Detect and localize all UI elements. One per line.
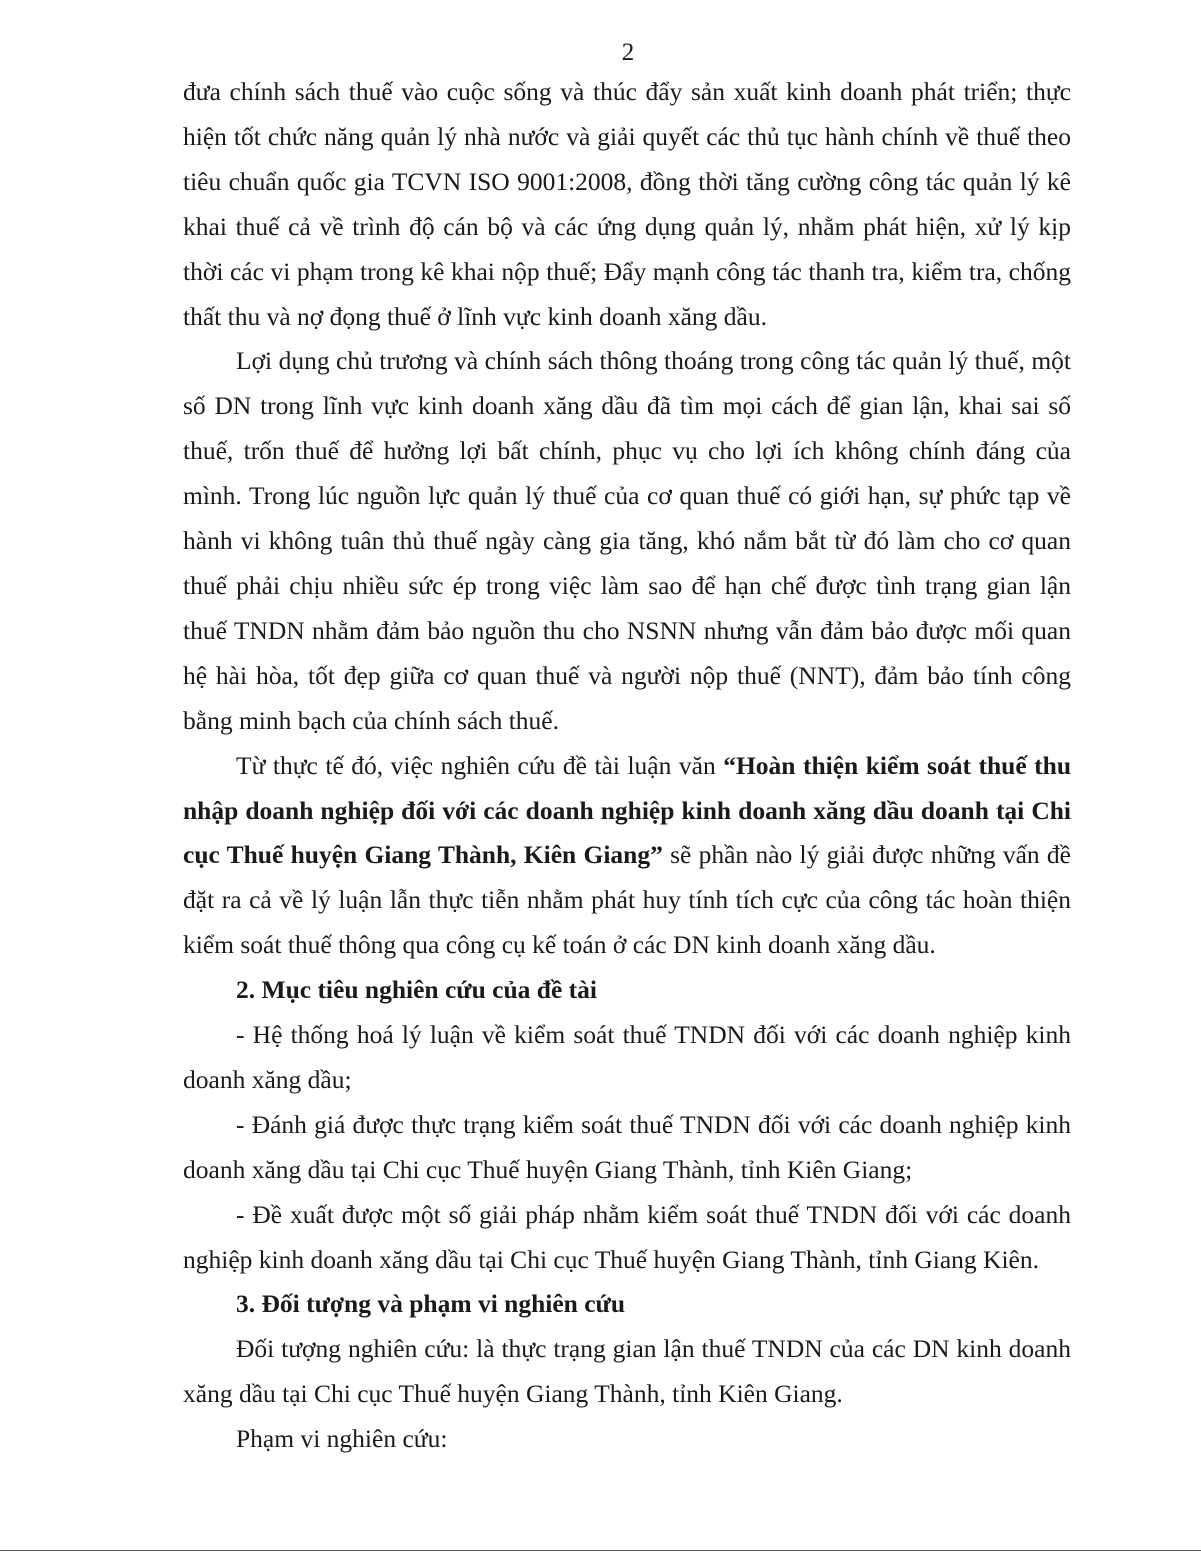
thesis-title: “Hoàn thiện kiểm soát thuế thu nhập doanh nghiệp đối với các doanh nghiệp kinh doanh xăng dầu doanh tại Chi cục Thuế huyện Giang Thành, Kiên Giang” <box>183 750 1071 870</box>
section-2-heading: 2. Mục tiêu nghiên cứu của đề tài <box>236 975 597 1005</box>
objective-item: - Đánh giá được thực trạng kiểm soát thuế TNDN đối với các doanh nghiệp kinh doanh xăng dầu tại Chi cục Thuế huyện Giang Thành, tỉnh Kiên Giang; <box>183 1109 1071 1184</box>
objective-item: - Đề xuất được một số giải pháp nhằm kiểm soát thuế TNDN đối với các doanh nghiệp kinh doanh xăng dầu tại Chi cục Thuế huyện Giang Thành, tỉnh Giang Kiên. <box>183 1199 1071 1274</box>
objective-item: - Hệ thống hoá lý luận về kiểm soát thuế TNDN đối với các doanh nghiệp kinh doanh xăng dầu; <box>183 1020 1071 1094</box>
section-3-heading: 3. Đối tượng và phạm vi nghiên cứu <box>236 1289 626 1319</box>
paragraph-tax-fraud: Lợi dụng chủ trương và chính sách thông thoáng trong công tác quản lý thuế, một số DN trong lĩnh vực kinh doanh xăng dầu đã tìm mọi cách để gian lận, khai sai số thuế, trốn thuế để hưởng lợi bất chính, phục vụ cho lợi ích không chính đáng của mình. Trong lúc nguồn lực quản lý thuế của cơ quan thuế có giới hạn, sự phức tạp về hành vi không tuân thủ thuế ngày càng gia tăng, khó nắm bắt từ đó làm cho cơ quan thuế phải chịu nhiều sức ép trong việc làm sao để hạn chế được tình trạng gian lận thuế TNDN nhằm đảm bảo nguồn thu cho NSNN nhưng vẫn đảm bảo được mối quan hệ hài hòa, tốt đẹp giữa cơ quan thuế và người nộp thuế (NNT), đảm bảo tính công bằng minh bạch của chính sách thuế. <box>183 346 1071 735</box>
paragraph-continuation: đưa chính sách thuế vào cuộc sống và thúc đẩy sản xuất kinh doanh phát triển; thực hiện tốt chức năng quản lý nhà nước và giải quyết các thủ tục hành chính về thuế theo tiêu chuẩn quốc gia TCVN ISO 9001:2008, đồng thời tăng cường công tác quản lý kê khai thuế cả về trình độ cán bộ và các ứng dụng quản lý, nhằm phát hiện, xử lý kịp thời các vi phạm trong kê khai nộp thuế; Đẩy mạnh công tác thanh tra, kiểm tra, chống thất thu và nợ đọng thuế ở lĩnh vực kinh doanh xăng dầu. <box>183 77 1071 331</box>
page-bottom-rule <box>0 1550 1201 1551</box>
research-scope: Phạm vi nghiên cứu: <box>236 1424 448 1454</box>
paragraph-thesis-topic <box>183 744 1071 969</box>
thesis-tail-text: sẽ phần nào lý giải được những vấn đề đặt ra cả về lý luận lẫn thực tiễn nhằm phát huy tính tích cực của công tác hoàn thiện kiểm soát thuế thông qua công cụ kế toán ở các DN kinh doanh xăng dầu. <box>183 840 1071 960</box>
research-object: Đối tượng nghiên cứu: là thực trạng gian lận thuế TNDN của các DN kinh doanh xăng dầu tại Chi cục Thuế huyện Giang Thành, tỉnh Kiên Giang. <box>183 1334 1071 1409</box>
document-body <box>183 70 1071 1462</box>
thesis-lead-text: Từ thực tế đó, việc nghiên cứu đề tài luận văn <box>236 750 724 780</box>
page-number: 2 <box>621 39 635 66</box>
